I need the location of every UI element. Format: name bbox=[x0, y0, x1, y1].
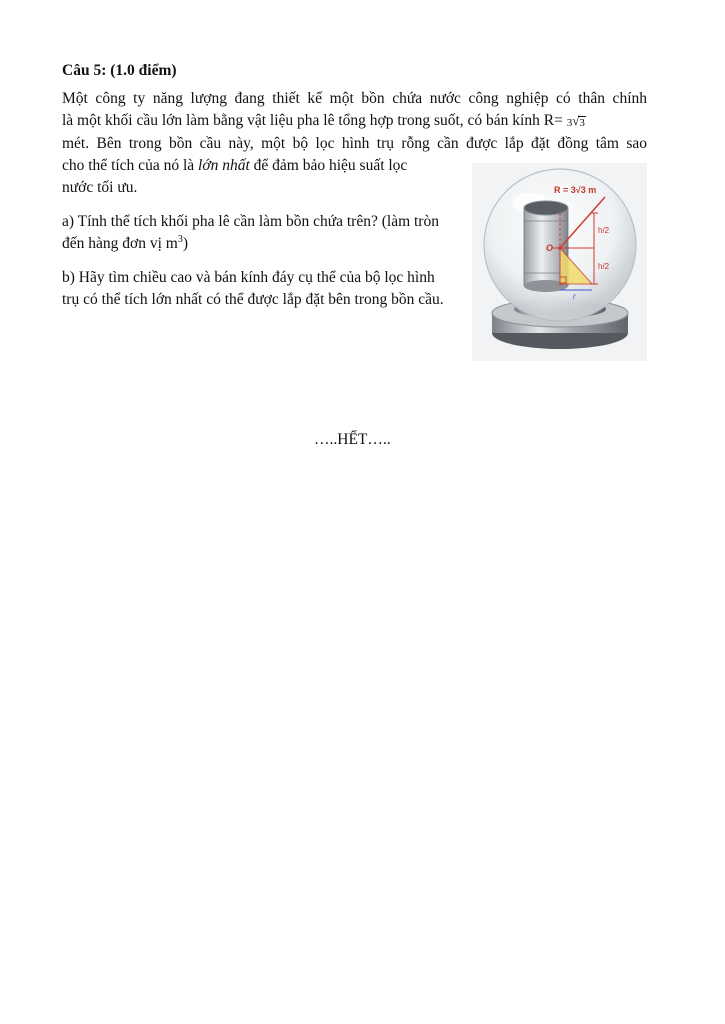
radius-coefficient: 3 bbox=[566, 117, 573, 129]
sqrt-sign: √ bbox=[572, 113, 580, 128]
half-height-bottom-label: h/2 bbox=[598, 262, 610, 271]
half-height-top-label: h/2 bbox=[598, 226, 610, 235]
intro-line-3: mét. Bên trong bồn cầu này, một bộ lọc hình trụ rỗng cần được lắp đặt đồng tâm sao bbox=[62, 135, 647, 152]
part-b: b) Hãy tìm chiều cao và bán kính đáy cụ thể của bộ lọc hình trụ có thể tích lớn nhất có thể được lắp đặt bên trong bồn cầu. bbox=[62, 269, 444, 308]
sphere-tank-figure bbox=[472, 163, 647, 361]
cylinder-top bbox=[524, 201, 568, 215]
radius-value bbox=[567, 112, 586, 129]
base-radius-label: r bbox=[573, 292, 576, 301]
part-a-end: ) bbox=[182, 235, 188, 252]
intro-line-2-text: là một khối cầu lớn làm bằng vật liệu pha lê tổng hợp trong suốt, có bán kính R= bbox=[62, 112, 563, 129]
intro-line-5: nước tối ưu. bbox=[62, 179, 138, 196]
center-label: O bbox=[546, 243, 554, 253]
intro-line-2 bbox=[62, 110, 652, 133]
end-mark: …..HẾT….. bbox=[314, 431, 391, 448]
radius-label: R = 3√3 m bbox=[554, 185, 597, 195]
center-point bbox=[558, 246, 562, 250]
part-a-sup: 3 bbox=[177, 233, 183, 245]
part-a-text: a) Tính thể tích khối pha lê cần làm bồn chứa trên? (làm tròn đến hàng đơn vị m bbox=[62, 213, 439, 252]
sphere-tank-illustration bbox=[472, 163, 647, 361]
question-title: Câu 5: (1.0 điểm) bbox=[62, 62, 177, 79]
emphasis-largest: lớn nhất bbox=[198, 157, 250, 174]
intro-line-4 bbox=[62, 155, 454, 177]
intro-line-4-end: để đảm bảo hiệu suất lọc bbox=[249, 157, 408, 174]
radius-root: 3 bbox=[579, 117, 585, 129]
intro-line-4-start: cho thể tích của nó là bbox=[62, 157, 199, 174]
part-a bbox=[62, 211, 454, 255]
intro-line-1: Một công ty năng lượng đang thiết kế một bồn chứa nước công nghiệp có thân chính bbox=[62, 90, 647, 107]
